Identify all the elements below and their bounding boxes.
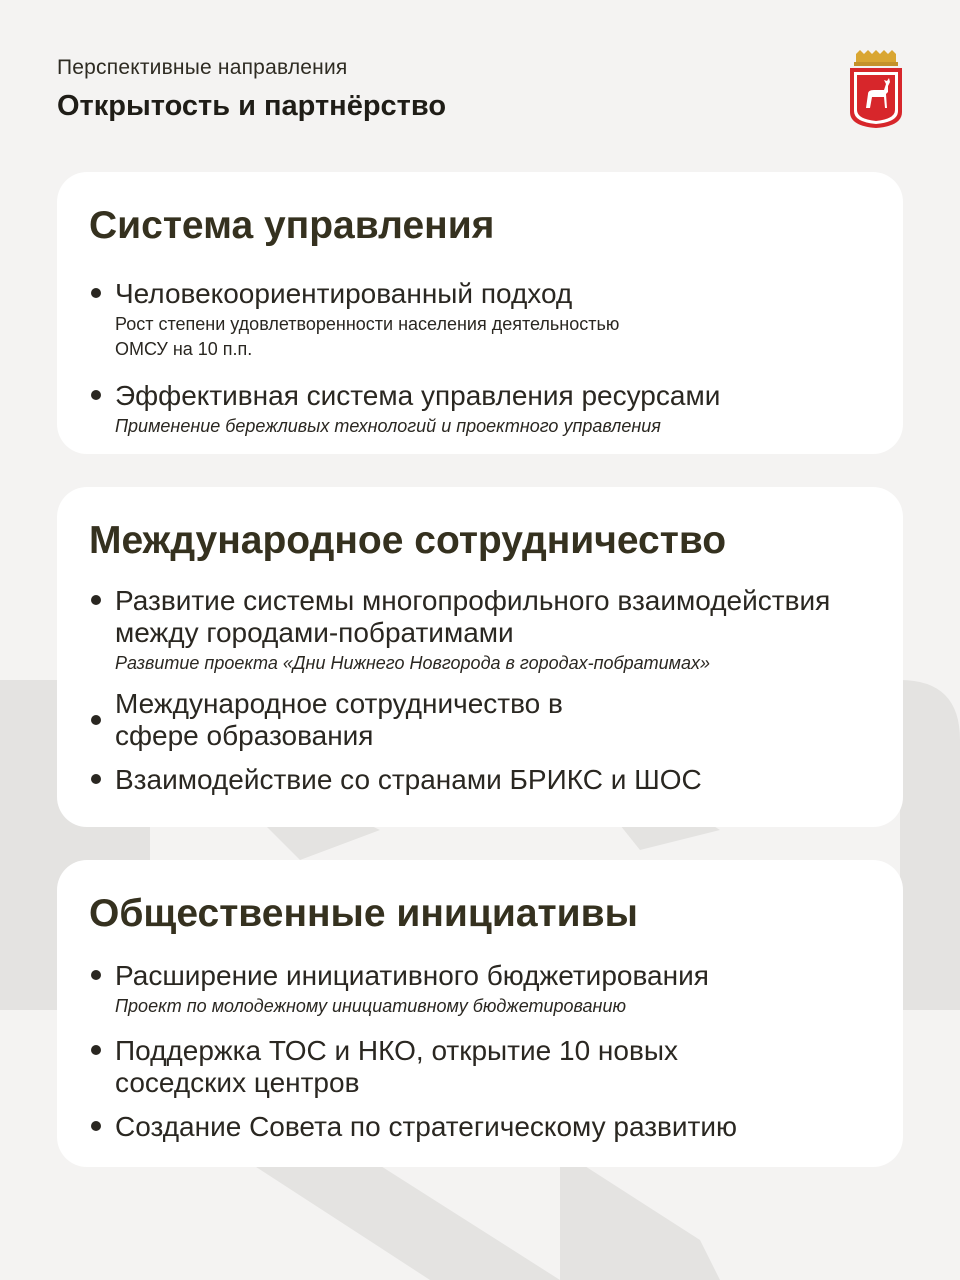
list-item (89, 278, 871, 362)
list-item (89, 1035, 871, 1099)
page-title: Открытость и партнёрство (57, 90, 447, 122)
list-item (89, 960, 871, 1019)
card-governance-system (57, 172, 903, 454)
bullet-icon (91, 970, 101, 980)
item-subtitle: Развитие проекта «Дни Нижнего Новгорода в городах-побратимах» (115, 653, 711, 673)
bullet-icon (91, 715, 101, 725)
list-item (89, 764, 871, 796)
bullet-icon (91, 1121, 101, 1131)
bullet-icon (91, 1045, 101, 1055)
list-item (89, 380, 871, 439)
bullet-icon (91, 595, 101, 605)
item-title: Международное сотрудничество в сфере образования (115, 688, 563, 751)
card-title: Международное сотрудничество (89, 519, 727, 562)
bullet-icon (91, 774, 101, 784)
item-title: Взаимодействие со странами БРИКС и ШОС (115, 764, 702, 795)
item-title: Развитие системы многопрофильного взаимодействия между городами-побратимами (115, 585, 831, 648)
card-public-initiatives (57, 860, 903, 1167)
list-item (89, 585, 871, 676)
item-subtitle: Рост степени удовлетворенности населения деятельностью ОМСУ на 10 п.п. (115, 314, 620, 359)
item-title: Эффективная система управления ресурсами (115, 380, 721, 411)
item-title: Поддержка ТОС и НКО, открытие 10 новых соседских центров (115, 1035, 678, 1098)
bullet-icon (91, 390, 101, 400)
item-subtitle: Проект по молодежному инициативному бюджетированию (115, 996, 626, 1016)
card-items (89, 960, 871, 1143)
list-item (89, 1111, 871, 1143)
card-items (89, 278, 871, 439)
card-international-cooperation (57, 487, 903, 827)
list-item (89, 688, 871, 752)
item-subtitle: Применение бережливых технологий и проектного управления (115, 416, 661, 436)
card-title: Система управления (89, 204, 495, 247)
section-kicker: Перспективные направления (57, 56, 348, 79)
card-title: Общественные инициативы (89, 892, 638, 935)
coat-of-arms-icon (846, 50, 906, 130)
bullet-icon (91, 288, 101, 298)
page-header (57, 56, 446, 123)
item-title: Человекоориентированный подход (115, 278, 573, 309)
item-title: Создание Совета по стратегическому развитию (115, 1111, 738, 1142)
card-items (89, 585, 871, 796)
item-title: Расширение инициативного бюджетирования (115, 960, 709, 991)
